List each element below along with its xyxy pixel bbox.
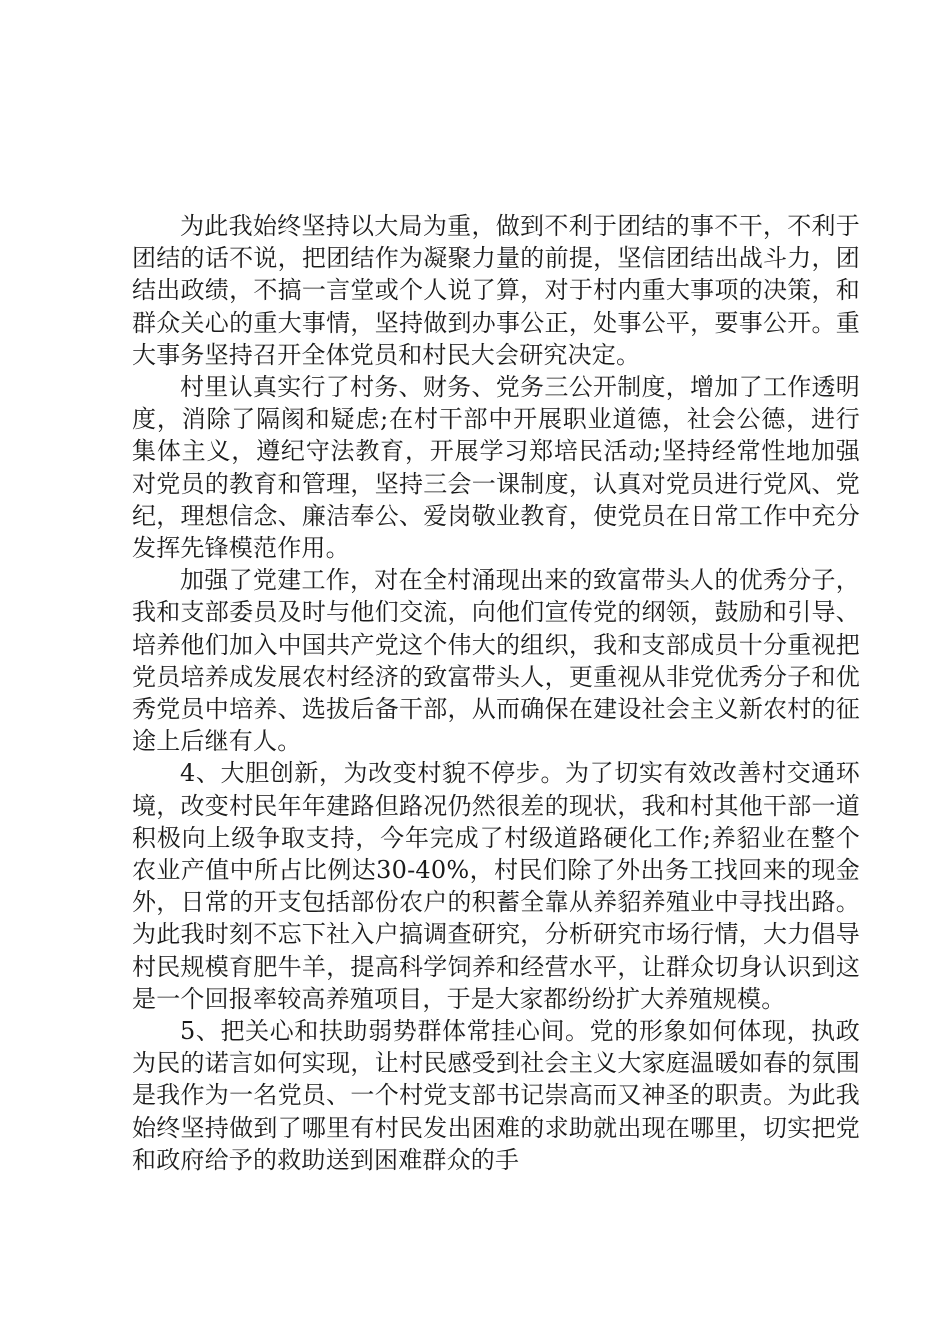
paragraph-party-building: 加强了党建工作，对在全村涌现出来的致富带头人的优秀分子，我和支部委员及时与他们交流，向他们宣传党的纲领，鼓励和引导、培养他们加入中国共产党这个伟大的组织，我和支部成员十分重视把党员培养成发展农村经济的致富带头人，更重视从非党优秀分子和优秀党员中培养、选拔后备干部，从而确保在建设社会主义新农村的征途上后继有人。 xyxy=(132,566,860,756)
paragraph-three-disclosures: 村里认真实行了村务、财务、党务三公开制度，增加了工作透明度，消除了隔阂和疑虑;在村干部中开展职业道德，社会公德，进行集体主义，遵纪守法教育，开展学习郑培民活动;坚持经常性地加强对党员的教育和管理，坚持三会一课制度，认真对党员进行党风、党纪，理想信念、廉洁奉公、爱岗敬业教育，使党员在日常工作中充分发挥先锋模范作用。 xyxy=(132,373,860,563)
paragraph-vulnerable-groups: 5、把关心和扶助弱势群体常挂心间。党的形象如何体现，执政为民的诺言如何实现，让村民感受到社会主义大家庭温暖如春的氛围是我作为一名党员、一个村党支部书记崇高而又神圣的职责。为此我始终坚持做到了哪里有村民发出困难的求助就出现在哪里，切实把党和政府给予的救助送到困难群众的手 xyxy=(132,1017,860,1174)
paragraph-innovation: 4、大胆创新，为改变村貌不停步。为了切实有效改善村交通环境，改变村民年年建路但路况仍然很差的现状，我和村其他干部一道积极向上级争取支持，今年完成了村级道路硬化工作;养貂业在整个农业产值中所占比例达30-40%，村民们除了外出务工找回来的现金外，日常的开支包括部份农户的积蓄全靠从养貂养殖业中寻找出路。为此我时刻不忘下社入户搞调查研究，分析研究市场行情，大力倡导村民规模育肥牛羊，提高科学饲养和经营水平，让群众切身认识到这是一个回报率较高养殖项目，于是大家都纷纷扩大养殖规模。 xyxy=(132,759,860,1013)
document-body xyxy=(132,210,860,1176)
paragraph-unity: 为此我始终坚持以大局为重，做到不利于团结的事不干，不利于团结的话不说，把团结作为凝聚力量的前提，坚信团结出战斗力，团结出政绩，不搞一言堂或个人说了算，对于村内重大事项的决策，和群众关心的重大事情，坚持做到办事公正，处事公平，要事公开。重大事务坚持召开全体党员和村民大会研究决定。 xyxy=(132,212,860,369)
